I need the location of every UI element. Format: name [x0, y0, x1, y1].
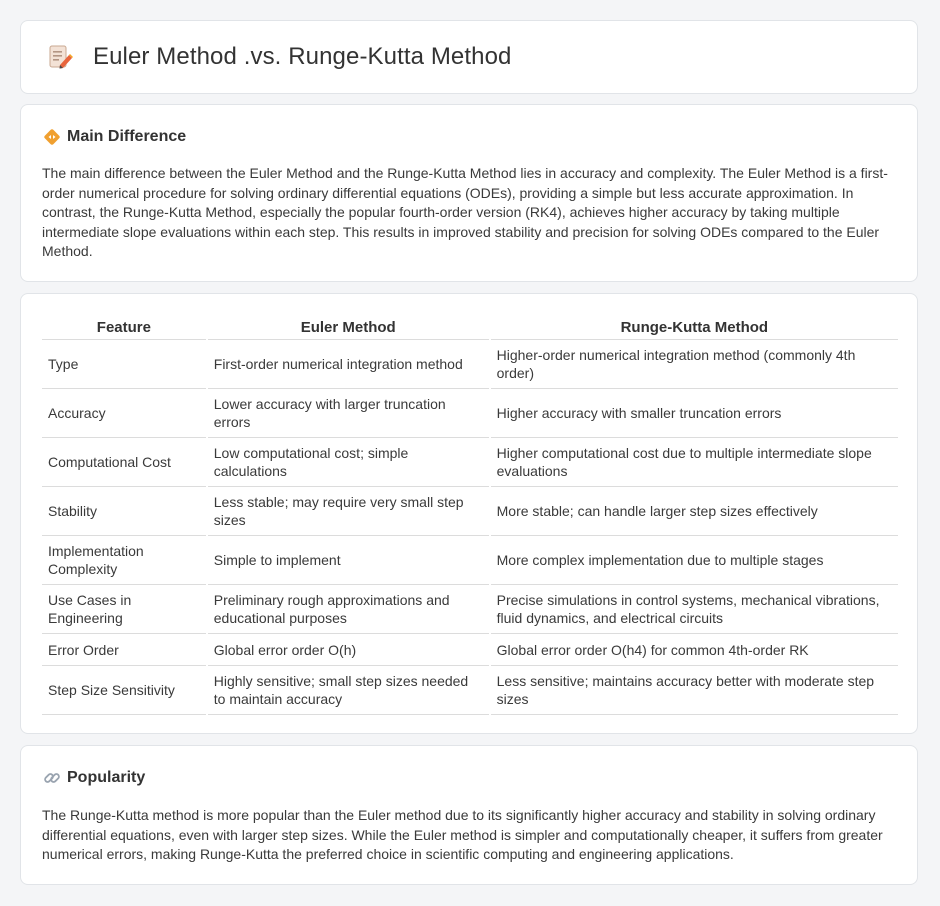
- feature-cell: Implementation Complexity: [42, 536, 207, 585]
- feature-cell: Error Order: [42, 634, 207, 666]
- table-row: [42, 666, 898, 715]
- table-row: [42, 536, 898, 585]
- runge-kutta-cell: Higher accuracy with smaller truncation errors: [490, 389, 898, 438]
- euler-cell: Lower accuracy with larger truncation errors: [207, 389, 490, 438]
- table-row: [42, 340, 898, 389]
- feature-cell: Use Cases in Engineering: [42, 585, 207, 634]
- header-runge-kutta: Runge-Kutta Method: [490, 314, 898, 340]
- runge-kutta-cell: Less sensitive; maintains accuracy better with moderate step sizes: [490, 666, 898, 715]
- runge-kutta-cell: Higher computational cost due to multiple intermediate slope evaluations: [490, 438, 898, 487]
- diamond-arrows-icon: [43, 128, 61, 146]
- main-difference-heading: Main Difference: [67, 128, 187, 145]
- table-header-row: [42, 314, 898, 340]
- table-row: [42, 487, 898, 536]
- runge-kutta-cell: Global error order O(h4) for common 4th-order RK: [490, 634, 898, 666]
- popularity-heading: Popularity: [67, 769, 146, 786]
- popularity-card: [20, 745, 918, 885]
- link-icon: [43, 769, 61, 787]
- page-title: Euler Method .vs. Runge-Kutta Method: [93, 43, 512, 70]
- comparison-card: [20, 293, 918, 734]
- feature-cell: Accuracy: [42, 389, 207, 438]
- header-euler: Euler Method: [207, 314, 490, 340]
- euler-cell: Preliminary rough approximations and educational purposes: [207, 585, 490, 634]
- euler-cell: Highly sensitive; small step sizes needed to maintain accuracy: [207, 666, 490, 715]
- euler-cell: Low computational cost; simple calculations: [207, 438, 490, 487]
- title-row: [47, 43, 512, 71]
- main-difference-card: [20, 104, 918, 282]
- table-row: [42, 634, 898, 666]
- comparison-table: [42, 314, 898, 715]
- feature-cell: Step Size Sensitivity: [42, 666, 207, 715]
- euler-cell: Simple to implement: [207, 536, 490, 585]
- runge-kutta-cell: Higher-order numerical integration method (commonly 4th order): [490, 340, 898, 389]
- feature-cell: Type: [42, 340, 207, 389]
- runge-kutta-cell: More stable; can handle larger step sizes effectively: [490, 487, 898, 536]
- header-feature: Feature: [42, 314, 207, 340]
- runge-kutta-cell: More complex implementation due to multiple stages: [490, 536, 898, 585]
- table-row: [42, 389, 898, 438]
- title-card: [20, 20, 918, 94]
- table-row: [42, 438, 898, 487]
- popularity-header: [43, 769, 145, 787]
- euler-cell: Less stable; may require very small step sizes: [207, 487, 490, 536]
- popularity-text: The Runge-Kutta method is more popular than the Euler method due to its significantly higher accuracy and stability in solving ordinary differential equations, even with larger step sizes. While the Euler method is simpler and computationally cheaper, it suffers from greater numerical errors, making Runge-Kutta the preferred choice in scientific computing and engineering applications.: [42, 807, 883, 863]
- feature-cell: Stability: [42, 487, 207, 536]
- runge-kutta-cell: Precise simulations in control systems, mechanical vibrations, fluid dynamics, and electrical circuits: [490, 585, 898, 634]
- main-difference-header: [43, 128, 186, 146]
- document-pencil-icon: [47, 44, 73, 70]
- main-difference-text: The main difference between the Euler Method and the Runge-Kutta Method lies in accuracy and complexity. The Euler Method is a first-order numerical procedure for solving ordinary differential equations (ODEs), providing a simple but less accurate approximation. In contrast, the Runge-Kutta Method, especially the popular fourth-order version (RK4), achieves higher accuracy by taking multiple intermediate slope evaluations within each step. This results in improved stability and precision for solving ODEs compared to the Euler Method.: [42, 165, 888, 260]
- euler-cell: First-order numerical integration method: [207, 340, 490, 389]
- euler-cell: Global error order O(h): [207, 634, 490, 666]
- table-row: [42, 585, 898, 634]
- feature-cell: Computational Cost: [42, 438, 207, 487]
